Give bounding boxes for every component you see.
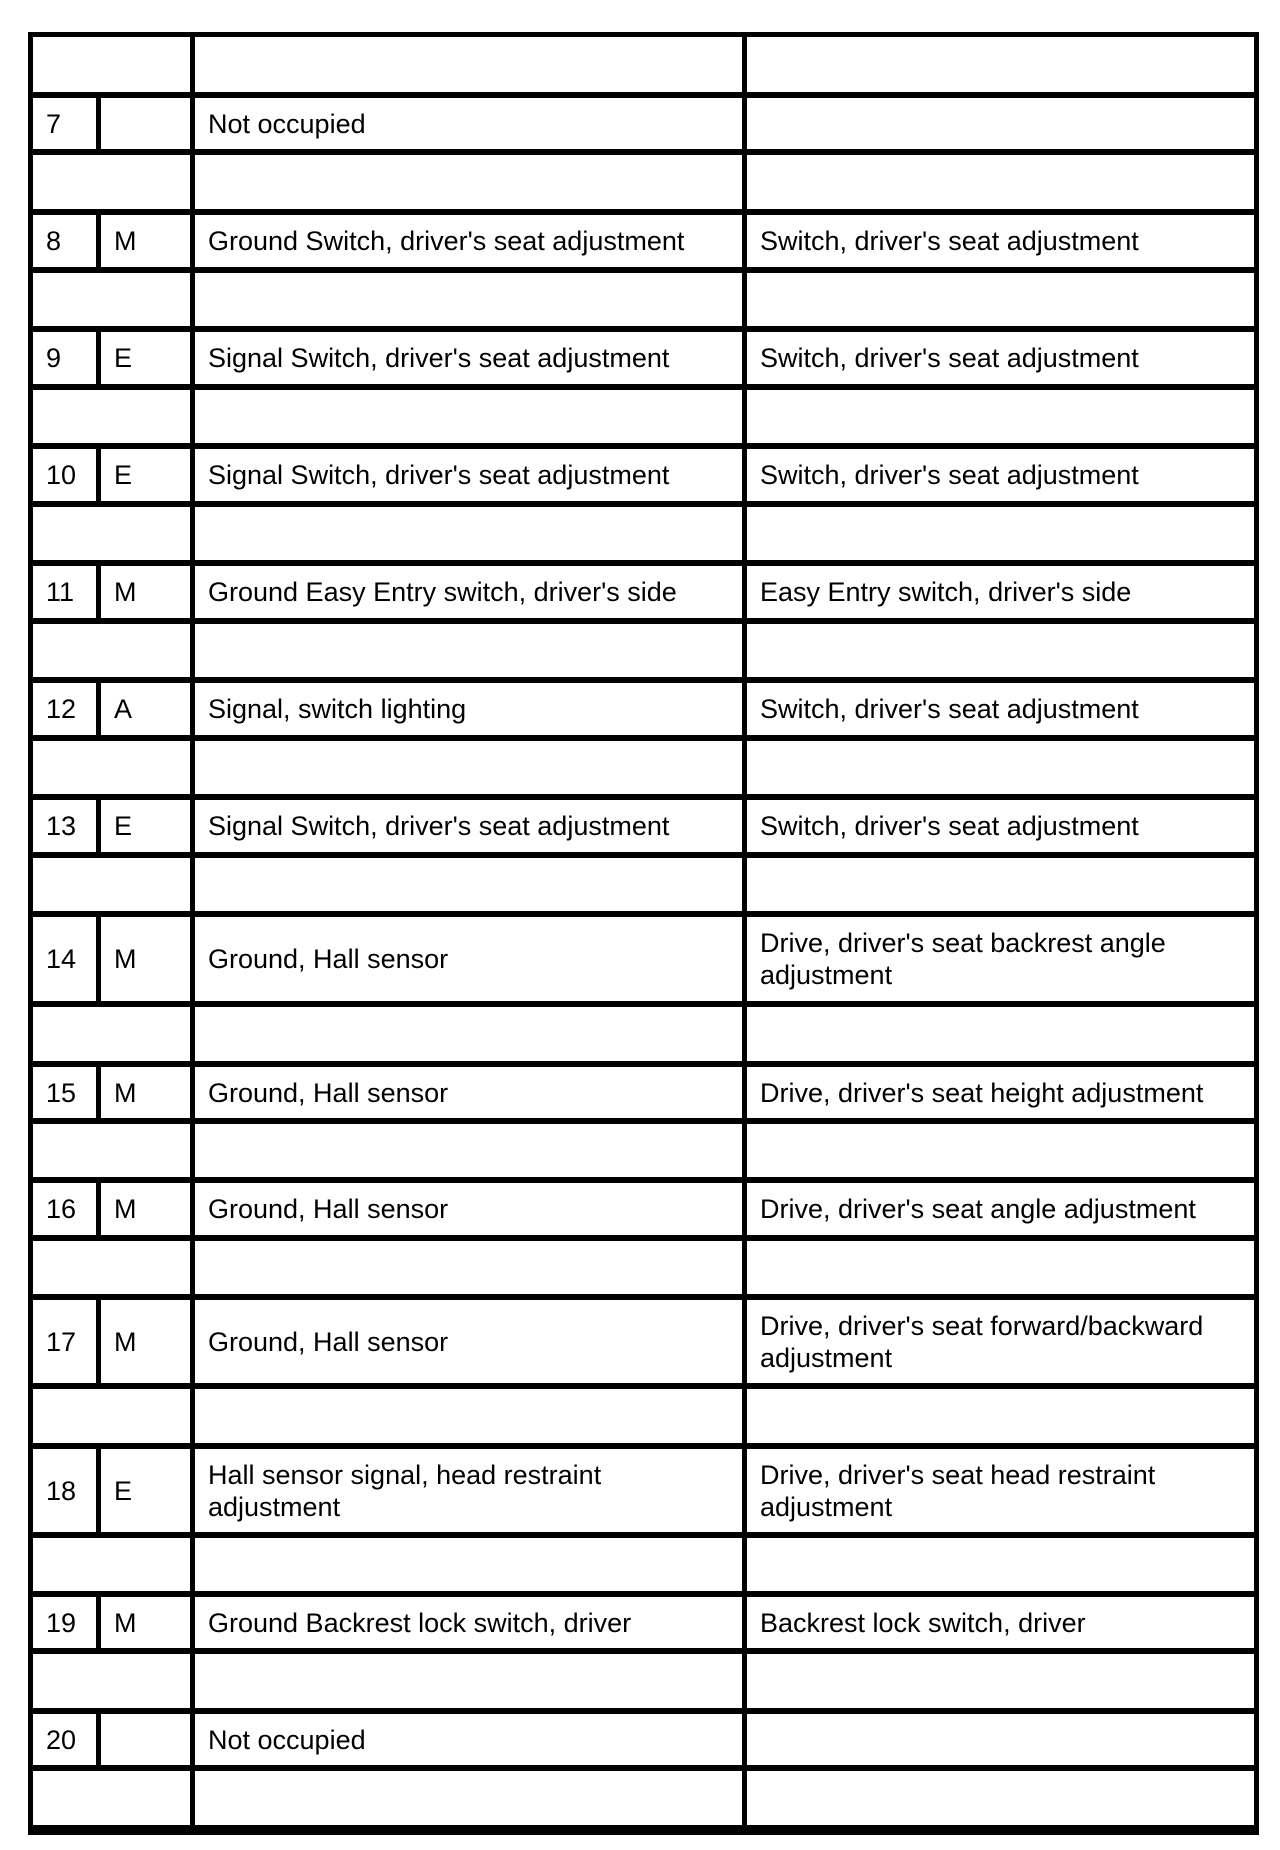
- pin-number-cell: [33, 1299, 96, 1384]
- pin-number-cell-text: 15: [46, 1077, 77, 1108]
- description-cell: [195, 1299, 742, 1384]
- row-divider: [28, 444, 1259, 449]
- component-cell-text: Switch, driver's seat adjustment: [760, 811, 1139, 841]
- signal-code-cell: [101, 1066, 190, 1119]
- pin-number-cell: [33, 916, 96, 1002]
- pin-number-cell: [33, 1448, 96, 1533]
- signal-code-cell: [101, 565, 190, 619]
- signal-code-cell-text: M: [114, 1607, 137, 1638]
- pin-code-divider: [96, 799, 101, 853]
- description-cell-text: Signal Switch, driver's seat adjustment: [208, 343, 670, 373]
- signal-code-cell: [101, 214, 190, 268]
- component-cell: [747, 1299, 1254, 1384]
- signal-code-cell-text: E: [114, 1475, 133, 1506]
- signal-code-cell: [101, 1182, 190, 1236]
- pin-number-cell: [33, 1596, 96, 1649]
- row-divider: [28, 327, 1259, 332]
- component-cell: [747, 799, 1254, 853]
- component-cell-text: Drive, driver's seat angle adjustment: [760, 1194, 1196, 1224]
- column-divider: [742, 32, 747, 1830]
- pin-number-cell: [33, 97, 96, 150]
- row-divider: [28, 1830, 1259, 1835]
- description-cell-text: Ground, Hall sensor: [208, 944, 449, 974]
- row-divider: [28, 1295, 1259, 1300]
- description-cell: [195, 1182, 742, 1236]
- row-divider: [28, 795, 1259, 800]
- pin-code-divider: [96, 97, 101, 150]
- pin-number-cell-text: 12: [46, 694, 77, 724]
- pin-number-cell-text: 8: [46, 226, 62, 256]
- pin-number-cell: [33, 448, 96, 502]
- pin-number-cell: [33, 565, 96, 619]
- pin-code-divider: [96, 331, 101, 385]
- signal-code-cell: [101, 37, 190, 93]
- table-border-left: [28, 32, 33, 1830]
- component-cell: [747, 37, 1254, 93]
- component-cell: [747, 1066, 1254, 1119]
- description-cell: [195, 1713, 742, 1766]
- component-cell-text: Switch, driver's seat adjustment: [760, 460, 1139, 490]
- component-cell: [747, 214, 1254, 268]
- row-divider: [28, 1648, 1259, 1653]
- component-cell-text: Drive, driver's seat backrest angle adjustment: [760, 928, 1166, 990]
- signal-code-cell: [101, 799, 190, 853]
- signal-code-cell-text: M: [114, 226, 137, 256]
- signal-code-cell-text: M: [114, 1194, 137, 1224]
- description-cell-text: Ground Backrest lock switch, driver: [208, 1607, 632, 1638]
- row-divider: [28, 1062, 1259, 1067]
- pin-code-divider: [96, 1066, 101, 1119]
- pin-number-cell: [33, 1182, 96, 1236]
- row-divider: [28, 149, 1259, 154]
- row-divider: [28, 210, 1259, 215]
- description-cell: [195, 331, 742, 385]
- description-cell: [195, 1066, 742, 1119]
- description-cell-text: Ground, Hall sensor: [208, 1326, 449, 1357]
- signal-code-cell: [101, 97, 190, 150]
- row-divider: [28, 1532, 1259, 1537]
- pin-code-divider: [96, 1182, 101, 1236]
- description-cell-text: Hall sensor signal, head restraint adjustment: [208, 1459, 602, 1522]
- row-divider: [28, 1592, 1259, 1597]
- description-cell: [195, 97, 742, 150]
- signal-code-cell-text: M: [114, 1326, 137, 1357]
- row-divider: [28, 1235, 1259, 1240]
- description-cell-text: Ground Easy Entry switch, driver's side: [208, 577, 677, 607]
- row-divider: [28, 1001, 1259, 1006]
- pin-number-cell-text: 7: [46, 108, 62, 139]
- component-cell-text: Backrest lock switch, driver: [760, 1607, 1086, 1638]
- signal-code-cell: [101, 1448, 190, 1533]
- row-divider: [28, 735, 1259, 740]
- description-cell: [195, 448, 742, 502]
- row-divider: [28, 912, 1259, 917]
- component-cell-text: Drive, driver's seat forward/backward adjustment: [760, 1310, 1204, 1373]
- signal-code-cell: [101, 448, 190, 502]
- pin-number-cell-text: 16: [46, 1194, 77, 1224]
- component-cell: [747, 1713, 1254, 1766]
- pin-number-cell-text: 20: [46, 1724, 77, 1755]
- pin-number-cell: [33, 1713, 96, 1766]
- pin-number-cell-text: 18: [46, 1475, 77, 1506]
- signal-code-cell: [101, 916, 190, 1002]
- row-divider: [28, 384, 1259, 389]
- component-cell: [747, 97, 1254, 150]
- row-divider: [28, 618, 1259, 623]
- pin-code-divider: [96, 682, 101, 736]
- component-cell-text: Easy Entry switch, driver's side: [760, 577, 1132, 607]
- row-divider: [28, 1118, 1259, 1123]
- signal-code-cell-text: M: [114, 577, 137, 607]
- description-cell: [195, 1448, 742, 1533]
- pin-number-cell-text: 14: [46, 944, 77, 974]
- component-cell-text: Drive, driver's seat head restraint adjustment: [760, 1459, 1156, 1522]
- row-divider: [28, 501, 1259, 506]
- row-divider: [28, 267, 1259, 272]
- description-cell-text: Ground Switch, driver's seat adjustment: [208, 226, 685, 256]
- pin-number-cell-text: 11: [46, 577, 75, 607]
- description-cell-text: Not occupied: [208, 1724, 366, 1755]
- component-cell: [747, 565, 1254, 619]
- description-cell-text: Ground, Hall sensor: [208, 1194, 449, 1224]
- pin-code-divider: [96, 214, 101, 268]
- description-cell: [195, 37, 742, 93]
- row-divider: [28, 678, 1259, 683]
- pin-number-cell-text: 17: [46, 1326, 77, 1357]
- pin-code-divider: [96, 565, 101, 619]
- row-divider: [28, 561, 1259, 566]
- row-divider: [28, 92, 1259, 97]
- description-cell-text: Ground, Hall sensor: [208, 1077, 449, 1108]
- signal-code-cell: [101, 682, 190, 736]
- pin-code-divider: [96, 916, 101, 1002]
- component-cell-text: Switch, driver's seat adjustment: [760, 694, 1139, 724]
- component-cell: [747, 1448, 1254, 1533]
- pin-code-divider: [96, 1596, 101, 1649]
- pin-number-cell-text: 13: [46, 811, 77, 841]
- signal-code-cell: [101, 1596, 190, 1649]
- description-cell-text: Signal, switch lighting: [208, 694, 467, 724]
- row-divider: [28, 1709, 1259, 1714]
- signal-code-cell-text: M: [114, 944, 137, 974]
- pin-number-cell: [33, 214, 96, 268]
- description-cell-text: Signal Switch, driver's seat adjustment: [208, 460, 670, 490]
- signal-code-cell: [101, 1299, 190, 1384]
- description-cell-text: Signal Switch, driver's seat adjustment: [208, 811, 670, 841]
- component-cell: [747, 1182, 1254, 1236]
- description-cell: [195, 1596, 742, 1649]
- signal-code-cell: [101, 1713, 190, 1766]
- description-cell: [195, 682, 742, 736]
- description-cell: [195, 799, 742, 853]
- row-divider: [28, 32, 1259, 37]
- signal-code-cell: [101, 331, 190, 385]
- component-cell: [747, 1596, 1254, 1649]
- signal-code-cell-text: A: [114, 694, 133, 724]
- signal-code-cell-text: E: [114, 811, 133, 841]
- component-cell-text: Switch, driver's seat adjustment: [760, 343, 1139, 373]
- pin-number-cell: [33, 799, 96, 853]
- pin-number-cell: [33, 331, 96, 385]
- description-cell: [195, 565, 742, 619]
- component-cell-text: Drive, driver's seat height adjustment: [760, 1077, 1204, 1108]
- pin-number-cell-text: 9: [46, 343, 62, 373]
- pin-number-cell-text: 19: [46, 1607, 77, 1638]
- row-divider: [28, 1444, 1259, 1449]
- signal-code-cell-text: E: [114, 343, 133, 373]
- row-divider: [28, 1178, 1259, 1183]
- description-cell-text: Not occupied: [208, 108, 366, 139]
- row-divider: [28, 852, 1259, 857]
- table-border-right: [1254, 32, 1259, 1835]
- pin-code-divider: [96, 1448, 101, 1533]
- description-cell: [195, 916, 742, 1002]
- description-cell: [195, 214, 742, 268]
- pin-code-divider: [96, 1713, 101, 1766]
- signal-code-cell-text: M: [114, 1077, 137, 1108]
- component-cell: [747, 682, 1254, 736]
- pin-code-divider: [96, 1299, 101, 1384]
- pin-number-cell-text: 10: [46, 460, 77, 490]
- signal-code-cell-text: E: [114, 460, 133, 490]
- row-divider: [28, 1765, 1259, 1770]
- component-cell: [747, 916, 1254, 1002]
- component-cell: [747, 448, 1254, 502]
- pin-number-cell: [33, 37, 96, 93]
- component-cell: [747, 331, 1254, 385]
- column-divider: [190, 32, 195, 1830]
- component-cell-text: Switch, driver's seat adjustment: [760, 226, 1139, 256]
- pin-number-cell: [33, 682, 96, 736]
- pin-code-divider: [96, 448, 101, 502]
- row-divider: [28, 1383, 1259, 1388]
- pin-number-cell: [33, 1066, 96, 1119]
